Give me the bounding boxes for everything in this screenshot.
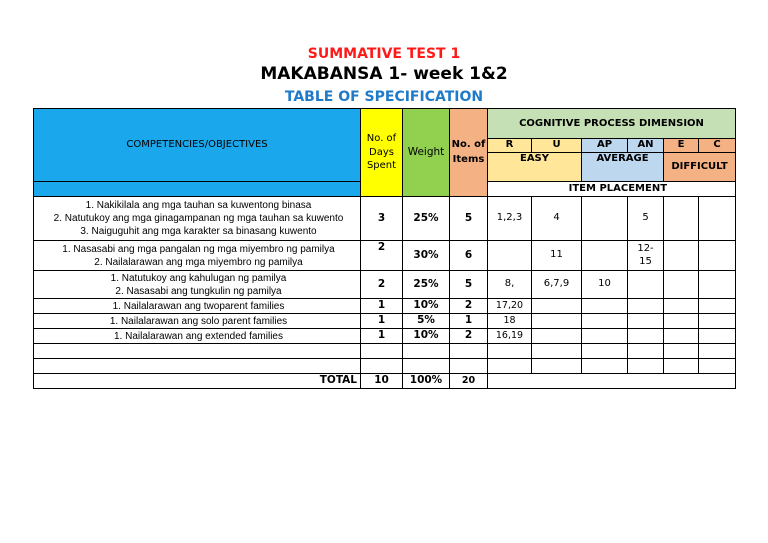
competency-text: 2. Natutukoy ang mga ginagampanan ng mga tauhan sa kuwento — [53, 213, 344, 224]
weight-header: Weight — [403, 109, 450, 197]
u-cell: 6,7,9 — [532, 271, 582, 299]
competency-cell — [34, 271, 361, 299]
number-of-items-header: No. of Items — [450, 109, 488, 197]
days-spent-header: No. of Days Spent — [361, 109, 403, 197]
cognitive-process-header: COGNITIVE PROCESS DIMENSION — [488, 109, 736, 139]
e-cell — [664, 241, 699, 271]
ap-cell — [582, 197, 628, 241]
level-u: U — [532, 139, 582, 153]
an-cell: 12- 15 — [628, 241, 664, 271]
easy-group: EASY — [488, 153, 582, 182]
r-cell: 16,19 — [488, 329, 532, 344]
an-cell — [628, 329, 664, 344]
e-cell — [664, 197, 699, 241]
e-cell — [664, 314, 699, 329]
empty-row — [34, 359, 736, 374]
competency-text: 1. Nailalarawan ang solo parent families — [109, 315, 288, 327]
days-cell: 2 — [361, 271, 403, 299]
competency-cell — [34, 329, 361, 344]
items-cell: 2 — [450, 299, 488, 314]
u-cell: 4 — [532, 197, 582, 241]
ap-cell — [582, 329, 628, 344]
items-cell: 5 — [450, 271, 488, 299]
r-cell: 1,2,3 — [488, 197, 532, 241]
an-cell — [628, 271, 664, 299]
table-row — [34, 314, 736, 329]
u-cell — [532, 299, 582, 314]
items-cell: 5 — [450, 197, 488, 241]
competency-cell — [34, 241, 361, 271]
c-cell — [699, 271, 736, 299]
competency-cell — [34, 197, 361, 241]
e-cell — [664, 299, 699, 314]
u-cell — [532, 314, 582, 329]
days-cell: 2 — [361, 241, 403, 271]
items-cell: 2 — [450, 329, 488, 344]
weight-cell: 25% — [403, 197, 450, 241]
weight-cell: 30% — [403, 241, 450, 271]
weight-cell: 5% — [403, 314, 450, 329]
level-an: AN — [628, 139, 664, 153]
table-of-specification-title: TABLE OF SPECIFICATION — [284, 89, 484, 105]
competency-text: 1. Nailalarawan ang twoparent families — [112, 300, 285, 312]
r-cell: 8, — [488, 271, 532, 299]
r-cell — [488, 241, 532, 271]
table-row — [34, 299, 736, 314]
total-label: TOTAL — [34, 374, 361, 389]
c-cell — [699, 314, 736, 329]
days-cell: 1 — [361, 329, 403, 344]
an-cell — [628, 299, 664, 314]
difficult-group: DIFFICULT — [664, 153, 736, 182]
item-placement-header: ITEM PLACEMENT — [488, 182, 736, 197]
competency-text: 3. Naiguguhit ang mga karakter sa binasang kuwento — [80, 226, 317, 237]
c-cell — [699, 329, 736, 344]
c-cell — [699, 241, 736, 271]
table-row — [34, 271, 736, 299]
table-row — [34, 241, 736, 271]
days-cell: 1 — [361, 314, 403, 329]
average-group: AVERAGE — [582, 153, 664, 182]
items-cell: 6 — [450, 241, 488, 271]
u-cell: 11 — [532, 241, 582, 271]
specification-table — [33, 108, 736, 389]
an-cell: 5 — [628, 197, 664, 241]
level-e: E — [664, 139, 699, 153]
table-row — [34, 329, 736, 344]
an-cell — [628, 314, 664, 329]
u-cell — [532, 329, 582, 344]
total-weight: 100% — [403, 374, 450, 389]
ap-cell — [582, 314, 628, 329]
competency-cell — [34, 299, 361, 314]
c-cell — [699, 299, 736, 314]
competency-text: 1. Nasasabi ang mga pangalan ng mga miyembro ng pamilya — [62, 243, 335, 255]
r-cell: 18 — [488, 314, 532, 329]
total-placement-cell — [488, 374, 736, 389]
total-row — [34, 374, 736, 389]
r-cell: 17,20 — [488, 299, 532, 314]
total-items: 20 — [450, 374, 488, 389]
items-cell: 1 — [450, 314, 488, 329]
competency-text: 2. Nailalarawan ang mga miyembro ng pamilya — [94, 256, 303, 268]
weight-cell: 25% — [403, 271, 450, 299]
table-row — [34, 197, 736, 241]
summative-test-title: SUMMATIVE TEST 1 — [307, 46, 461, 62]
competencies-header-bottom — [34, 182, 361, 197]
level-r: R — [488, 139, 532, 153]
ap-cell — [582, 241, 628, 271]
competency-cell — [34, 314, 361, 329]
competencies-header: COMPETENCIES/OBJECTIVES — [34, 109, 361, 182]
weight-cell: 10% — [403, 299, 450, 314]
empty-row — [34, 344, 736, 359]
days-cell: 3 — [361, 197, 403, 241]
e-cell — [664, 271, 699, 299]
days-cell: 1 — [361, 299, 403, 314]
competency-text: 1. Nakikilala ang mga tauhan sa kuwentong binasa — [85, 200, 312, 211]
subject-week-title: MAKABANSA 1- week 1&2 — [260, 64, 508, 84]
competency-text: 1. Natutukoy ang kahulugan ng pamilya — [110, 272, 287, 284]
competency-text: 2. Nasasabi ang tungkulin ng pamilya — [115, 285, 282, 297]
ap-cell — [582, 299, 628, 314]
level-c: C — [699, 139, 736, 153]
c-cell — [699, 197, 736, 241]
competency-text: 1. Nailalarawan ang extended families — [114, 330, 283, 342]
ap-cell: 10 — [582, 271, 628, 299]
total-days: 10 — [361, 374, 403, 389]
e-cell — [664, 329, 699, 344]
level-ap: AP — [582, 139, 628, 153]
weight-cell: 10% — [403, 329, 450, 344]
